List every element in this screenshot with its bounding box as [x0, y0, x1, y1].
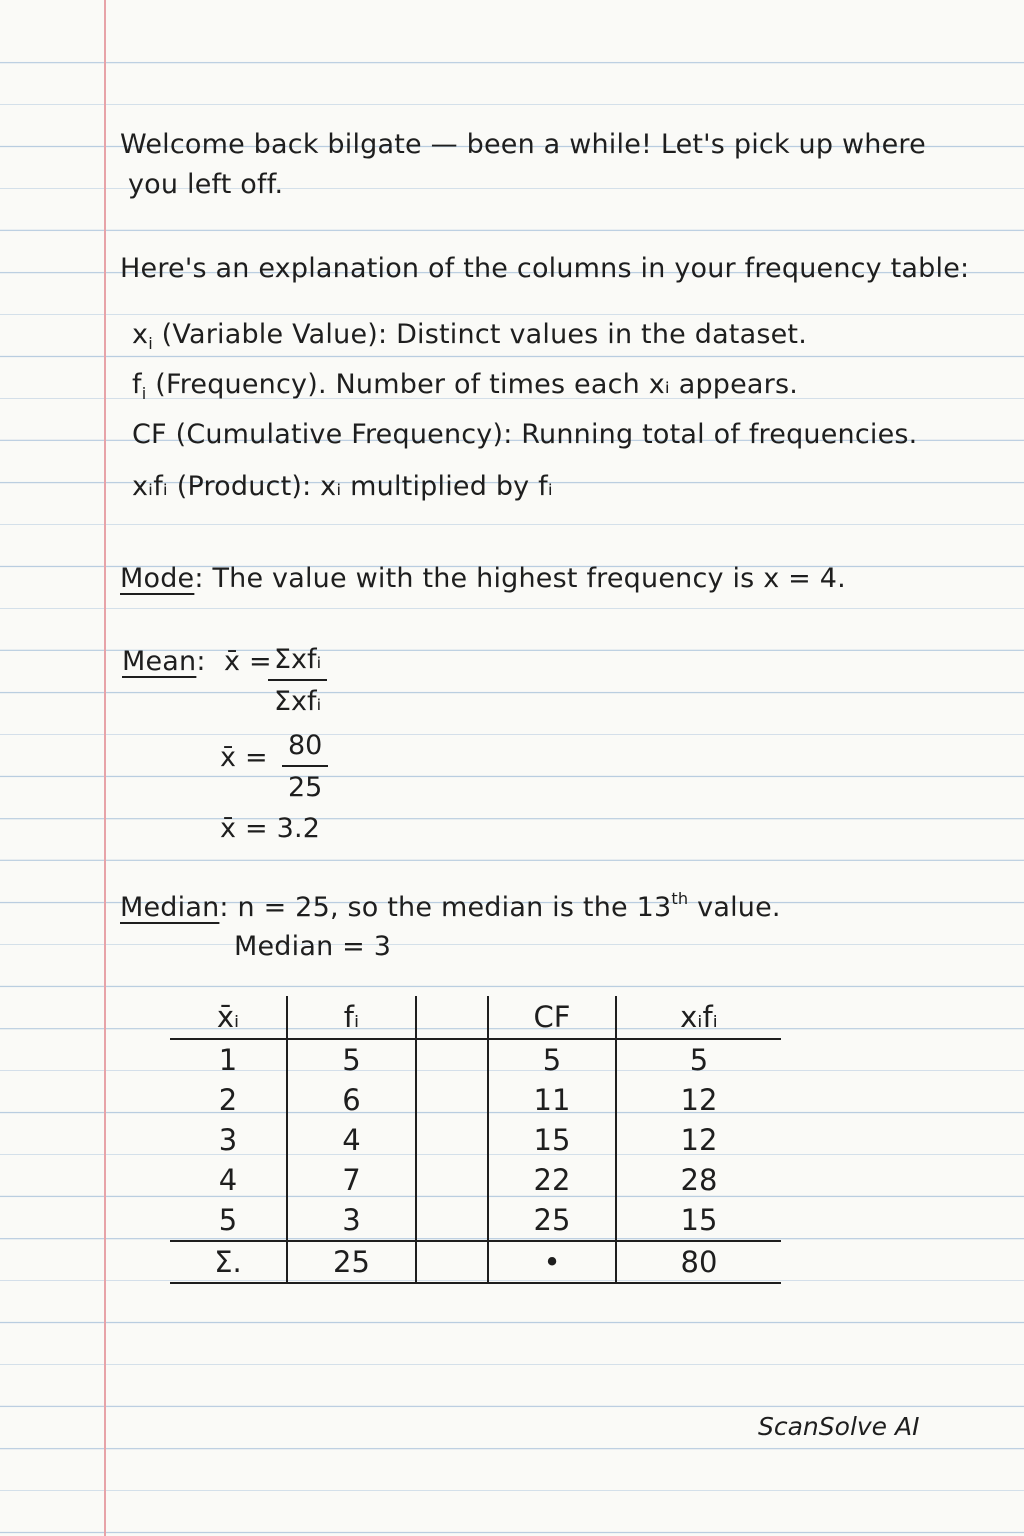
footer-brand: ScanSolve AI	[758, 1412, 920, 1441]
table-row	[170, 1080, 781, 1120]
greeting-line-2: you left off.	[128, 169, 284, 200]
cell-cf: 25	[488, 1200, 616, 1241]
mode-line: Mode: The value with the highest frequency is x = 4.	[120, 563, 846, 594]
cell-fi: 4	[287, 1120, 416, 1160]
definition-xi: $x_i$ (Variable Value): Distinct values in the dataset.	[132, 319, 807, 353]
header-fi: fᵢ	[287, 996, 416, 1039]
median-line: Median: n = 25, so the median is the 13th value.	[120, 889, 781, 923]
cell-xifi: 28	[616, 1160, 781, 1200]
cell-xi: 2	[218, 1083, 238, 1117]
cell-cf: 11	[488, 1080, 616, 1120]
cell-blank	[416, 1200, 488, 1241]
cell-xifi: 15	[616, 1200, 781, 1241]
definition-product: xᵢfᵢ (Product): xᵢ multiplied by fᵢ	[132, 471, 553, 502]
mean-heading-line: Mean:	[122, 646, 206, 677]
intro-text: Here's an explanation of the columns in your frequency table:	[120, 253, 970, 284]
cell-sum-fi: 25	[287, 1241, 416, 1283]
mean-result: x̄ = 3.2	[220, 813, 321, 844]
median-result: Median = 3	[234, 931, 392, 962]
cell-xifi: 12	[616, 1120, 781, 1160]
cell-xi: 1	[218, 1043, 238, 1077]
definition-fi: $f_i$ (Frequency). Number of times each xᵢ appears.	[132, 369, 799, 403]
table-row	[170, 1200, 781, 1241]
cell-xi: 5	[218, 1203, 238, 1237]
mean-value-fraction: $\frac{80}{25}$	[282, 729, 328, 805]
table-row	[170, 1160, 781, 1200]
mean-formula-fraction: Σxfᵢ Σxfᵢ	[268, 643, 327, 719]
cell-blank	[416, 1120, 488, 1160]
greeting-line-1: Welcome back bilgate — been a while! Let's pick up where	[120, 129, 926, 160]
cell-fi: 6	[287, 1080, 416, 1120]
cell-xi: 4	[218, 1163, 238, 1197]
median-heading: Median	[120, 892, 220, 923]
header-xi: x̄ᵢ	[170, 996, 287, 1039]
cell-cf: 15	[488, 1120, 616, 1160]
header-cf: CF	[488, 996, 616, 1039]
mean-lhs-2: x̄ =	[220, 742, 268, 773]
cell-xifi: 5	[616, 1039, 781, 1080]
cell-fi: 7	[287, 1160, 416, 1200]
cell-sum-label: Σ.	[170, 1241, 287, 1283]
cell-cf: 5	[488, 1039, 616, 1080]
table-header-row	[170, 996, 781, 1039]
table-row	[170, 1120, 781, 1160]
definition-cf: CF (Cumulative Frequency): Running total of frequencies.	[132, 419, 918, 450]
mean-lhs: x̄ =	[224, 646, 272, 677]
cell-sum-xifi: 80	[616, 1241, 781, 1283]
table-row	[170, 1039, 781, 1080]
cell-fi: 5	[287, 1039, 416, 1080]
cell-cf: 22	[488, 1160, 616, 1200]
header-xifi: xᵢfᵢ	[616, 996, 781, 1039]
cell-sum-blank	[416, 1241, 488, 1283]
cell-blank	[416, 1160, 488, 1200]
cell-xi: 3	[218, 1123, 238, 1157]
frequency-table	[170, 996, 781, 1284]
margin-line	[104, 0, 106, 1536]
cell-blank	[416, 1039, 488, 1080]
mode-heading: Mode	[120, 563, 195, 594]
table-sum-row	[170, 1241, 781, 1283]
cell-xifi: 12	[616, 1080, 781, 1120]
cell-fi: 3	[287, 1200, 416, 1241]
cell-sum-cf: •	[488, 1241, 616, 1283]
mean-heading: Mean	[122, 646, 197, 677]
header-blank	[416, 996, 488, 1039]
cell-blank	[416, 1080, 488, 1120]
